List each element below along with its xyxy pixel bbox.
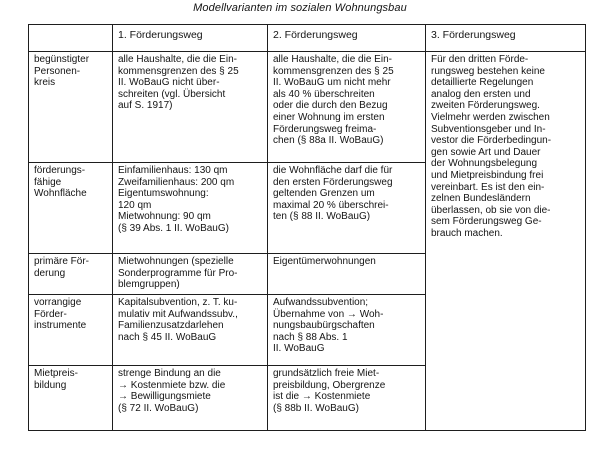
table-row bbox=[29, 52, 586, 163]
header-foerderungsweg-2: 2. Förderungsweg bbox=[268, 25, 426, 52]
cell-line: blemgruppen) bbox=[118, 279, 180, 291]
cell-line: nach § 88 Abs. 1 bbox=[273, 331, 348, 343]
header-empty bbox=[29, 25, 113, 52]
cell-weg2-foerderinstrumente bbox=[268, 295, 426, 366]
cell-line: Sonderprogramme für Pro- bbox=[118, 267, 238, 279]
row-label-personenkreis bbox=[29, 52, 113, 163]
cell-line: als 40 % überschreiten bbox=[273, 88, 375, 100]
cell-line: Förder- bbox=[34, 308, 67, 320]
cell-line: → Bewilligungsmiete bbox=[118, 391, 211, 403]
cell-weg1-personenkreis bbox=[113, 52, 268, 163]
cell-line: nungsbaubürgschaften bbox=[273, 320, 375, 332]
cell-line: Förderungsweg freima- bbox=[273, 123, 377, 135]
cell-line: auf S. 1917) bbox=[118, 100, 173, 112]
cell-line: zelnen Bundesländern bbox=[431, 193, 531, 205]
cell-line: sem Förderungsweg Ge- bbox=[431, 216, 542, 228]
cell-line: förderungs- bbox=[34, 165, 86, 176]
cell-line: preisbildung, Obergrenze bbox=[273, 379, 386, 391]
cell-line: gen sowie Art und Dauer bbox=[431, 146, 541, 158]
header-foerderungsweg-1: 1. Förderungsweg bbox=[113, 25, 268, 52]
cell-weg2-primaere-foerderung bbox=[268, 254, 426, 295]
cell-line: überlassen, ob sie von die- bbox=[431, 204, 551, 216]
cell-line: schreiten (vgl. Übersicht bbox=[118, 88, 226, 100]
cell-line: und Mietpreisbindung frei bbox=[431, 169, 544, 181]
cell-line: Übernahme von → Woh- bbox=[273, 308, 384, 320]
cell-line: Zweifamilienhaus: 200 qm bbox=[118, 176, 235, 188]
cell-line: primäre För- bbox=[34, 256, 90, 267]
row-label-mietpreisbildung bbox=[29, 366, 113, 431]
cell-weg3-description bbox=[426, 52, 586, 431]
cell-line: instrumente bbox=[34, 320, 87, 332]
cell-line: II. WoBauG nicht über- bbox=[118, 77, 220, 89]
cell-line: Einfamilienhaus: 130 qm bbox=[118, 165, 228, 176]
cell-weg1-mietpreisbildung bbox=[113, 366, 268, 431]
cell-weg1-wohnflaeche bbox=[113, 163, 268, 254]
cell-weg2-mietpreisbildung bbox=[268, 366, 426, 431]
cell-line: Mietpreis- bbox=[34, 368, 78, 379]
cell-line: Wohnfläche bbox=[34, 188, 87, 200]
cell-line: mulativ mit Aufwandssubv., bbox=[118, 308, 238, 320]
cell-line: derung bbox=[34, 267, 66, 279]
cell-line: ist die → Kostenmiete bbox=[273, 391, 371, 403]
cell-line: Vielmehr werden zwischen bbox=[431, 111, 550, 123]
cell-line: (§ 72 II. WoBauG) bbox=[118, 402, 199, 414]
cell-line: bildung bbox=[34, 379, 67, 391]
cell-line: analog den ersten und bbox=[431, 88, 531, 100]
cell-weg1-foerderinstrumente bbox=[113, 295, 268, 366]
cell-line: den ersten Förderungsweg bbox=[273, 176, 393, 188]
cell-line: (§ 39 Abs. 1 II. WoBauG) bbox=[118, 222, 229, 234]
cell-line: Mietwohnung: 90 qm bbox=[118, 211, 211, 223]
cell-line: vorrangige bbox=[34, 297, 82, 308]
row-label-foerderinstrumente bbox=[29, 295, 113, 366]
cell-line: Familienzusatzdarlehen bbox=[118, 320, 224, 332]
cell-line: → Kostenmiete bzw. die bbox=[118, 379, 226, 391]
header-foerderungsweg-3: 3. Förderungsweg bbox=[426, 25, 586, 52]
row-label-primaere-foerderung bbox=[29, 254, 113, 295]
cell-line: alle Haushalte, die die Ein- bbox=[118, 54, 237, 65]
cell-line: grundsätzlich freie Miet- bbox=[273, 368, 380, 379]
cell-line: kommensgrenzen des § 25 bbox=[273, 65, 394, 77]
cell-weg2-personenkreis bbox=[268, 52, 426, 163]
cell-line: geltenden Grenzen um bbox=[273, 188, 375, 200]
cell-line: zweiten Förderungsweg. bbox=[431, 100, 540, 112]
cell-line: kommensgrenzen des § 25 bbox=[118, 65, 239, 77]
header-row bbox=[29, 25, 586, 52]
cell-line: Für den dritten Förde- bbox=[431, 54, 529, 65]
cell-line: 120 qm bbox=[118, 199, 152, 211]
cell-line: rungsweg bestehen keine bbox=[431, 65, 545, 77]
cell-line: II. WoBauG um nicht mehr bbox=[273, 77, 391, 89]
cell-line: Eigentumswohnung: bbox=[118, 188, 209, 200]
cell-line: Personen- bbox=[34, 65, 81, 77]
cell-line: nach § 45 II. WoBauG bbox=[118, 331, 217, 343]
cell-line: kreis bbox=[34, 77, 56, 89]
cell-line: maximal 20 % überschrei- bbox=[273, 199, 389, 211]
cell-weg1-primaere-foerderung bbox=[113, 254, 268, 295]
cell-line: die Wohnfläche darf die für bbox=[273, 165, 393, 176]
cell-line: brauch machen. bbox=[431, 227, 503, 239]
cell-line: vestor die Förderbedingun- bbox=[431, 135, 552, 147]
cell-line: vereinbart. Es ist den ein- bbox=[431, 181, 545, 193]
cell-line: der Wohnungsbelegung bbox=[431, 158, 538, 170]
cell-line: Kapitalsubvention, z. T. ku- bbox=[118, 297, 238, 308]
comparison-table bbox=[28, 24, 586, 431]
cell-line: II. WoBauG bbox=[273, 343, 325, 355]
cell-line: Subventionsgeber und In- bbox=[431, 123, 546, 135]
cell-line: (§ 88b II. WoBauG) bbox=[273, 402, 359, 414]
cell-weg2-wohnflaeche bbox=[268, 163, 426, 254]
cell-line: oder die durch den Bezug bbox=[273, 100, 388, 112]
cell-line: chen (§ 88a II. WoBauG) bbox=[273, 135, 384, 147]
cell-line: strenge Bindung an die bbox=[118, 368, 221, 379]
cell-line: Eigentümerwohnungen bbox=[273, 256, 376, 267]
cell-line: alle Haushalte, die die Ein- bbox=[273, 54, 392, 65]
cell-line: fähige bbox=[34, 176, 62, 188]
cell-line: detaillierte Regelungen bbox=[431, 77, 534, 89]
cell-line: Aufwandssubvention; bbox=[273, 297, 369, 308]
document-title: Modellvarianten im sozialen Wohnungsbau bbox=[193, 2, 407, 14]
cell-line: ten (§ 88 II. WoBauG) bbox=[273, 211, 371, 223]
cell-line: Mietwohnungen (spezielle bbox=[118, 256, 234, 267]
row-label-wohnflaeche bbox=[29, 163, 113, 254]
cell-line: begünstigter bbox=[34, 54, 90, 65]
cell-line: einer Wohnung im ersten bbox=[273, 111, 385, 123]
